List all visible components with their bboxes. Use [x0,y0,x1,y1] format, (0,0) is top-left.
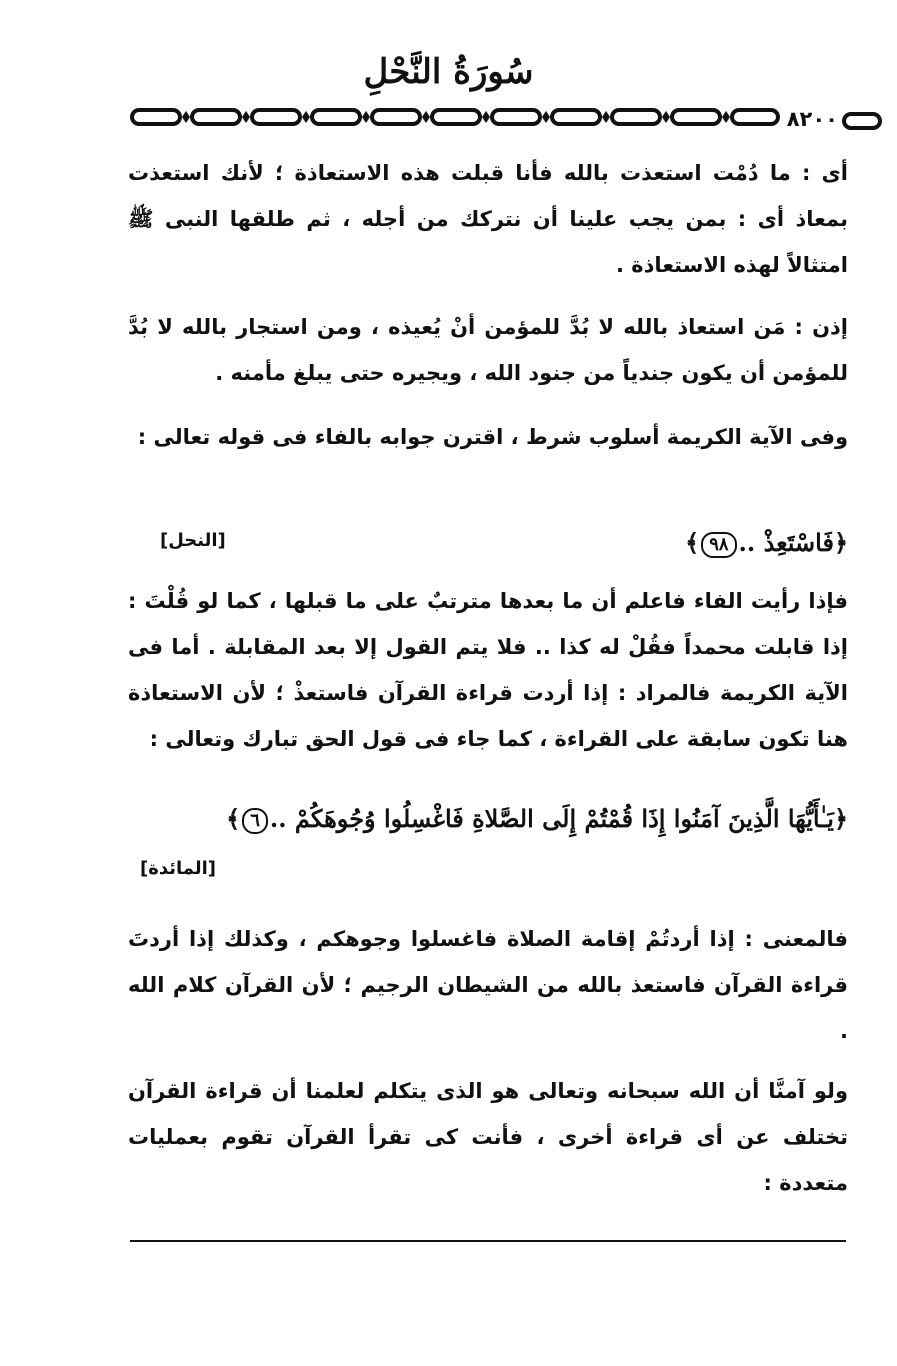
verse-source-label: [المائدة] [140,858,216,879]
verse-open-bracket: ﴿ [833,804,848,833]
verse-number-badge: ٦ [242,808,268,834]
page-number: ٨٢٠٠ [786,107,838,131]
paragraph-text: فالمعنى : إذا أردتُمْ إقامة الصلاة فاغسلوا وجوهكم ، وكذلك إذا أردتَ قراءة القرآن فاستعذ بالله من الشيطان الرجيم ؛ لأن القرآن كلام الله . [128,927,848,1043]
paragraph-4 [128,578,848,762]
paragraph-6 [128,1068,848,1206]
verse-source-label: [النحل] [160,530,226,551]
paragraph-text: ولو آمنَّا أن الله سبحانه وتعالى هو الذى يتكلم لعلمنا أن قراءة القرآن تختلف عن أى قراءة أخرى ، فأنت كى تقرأ القرآن تقوم بعمليات متعددة : [128,1079,848,1195]
paragraph-text: أى : ما دُمْت استعذت بالله فأنا قبلت هذه الاستعاذة ؛ لأنك استعذت بمعاذ أى : بمن يجب علينا أن نتركك من أجله ، ثم طلقها النبى ﷺ امتثالاً لهذه الاستعاذة . [128,161,848,277]
verse-text: فَاسْتَعِذْ .. [738,528,834,557]
paragraph-3 [128,414,848,460]
quran-verse-2 [128,796,848,842]
page-number-ornament [842,112,882,130]
ornamental-chain-border [128,104,782,130]
paragraph-text: فإذا رأيت الفاء فاعلم أن ما بعدها مترتبٌ على ما قبلها ، كما لو قُلْتَ : إذا قابلت محمداً فقُلْ له كذا .. فلا يتم القول إلا بعد المقابلة . أما فى الآية الكريمة فالمراد : إذا أردت قراءة القرآن فاستعذْ ؛ لأن الاستعاذة هنا تكون سابقة على القراءة ، كما جاء فى قول الحق تبارك وتعالى : [128,589,848,751]
quran-verse-1 [128,520,848,566]
verse-open-bracket: ﴿ [833,528,848,557]
footnote-divider [130,1240,846,1242]
paragraph-5 [128,916,848,1054]
verse-close-bracket: ﴾ [685,528,700,557]
verse-close-bracket: ﴾ [226,804,241,833]
paragraph-text: وفى الآية الكريمة أسلوب شرط ، اقترن جوابه بالفاء فى قوله تعالى : [137,425,848,449]
paragraph-1 [128,150,848,288]
paragraph-text: إذن : مَن استعاذ بالله لا بُدَّ للمؤمن أنْ يُعيذه ، ومن استجار بالله لا بُدَّ للمؤمن أن يكون جندياً من جنود الله ، ويجيره حتى يبلغ مأمنه . [128,315,848,385]
paragraph-2 [128,304,848,396]
surah-title: سُورَةُ النَّحْلِ [363,52,534,92]
verse-number-badge: ٩٨ [701,532,736,558]
verse-text: يَـٰأَيُّهَا الَّذِينَ آمَنُوا إِذَا قُمْتُمْ إِلَى الصَّلاةِ فَاغْسِلُوا وُجُوهَكُمْ .. [269,804,834,833]
